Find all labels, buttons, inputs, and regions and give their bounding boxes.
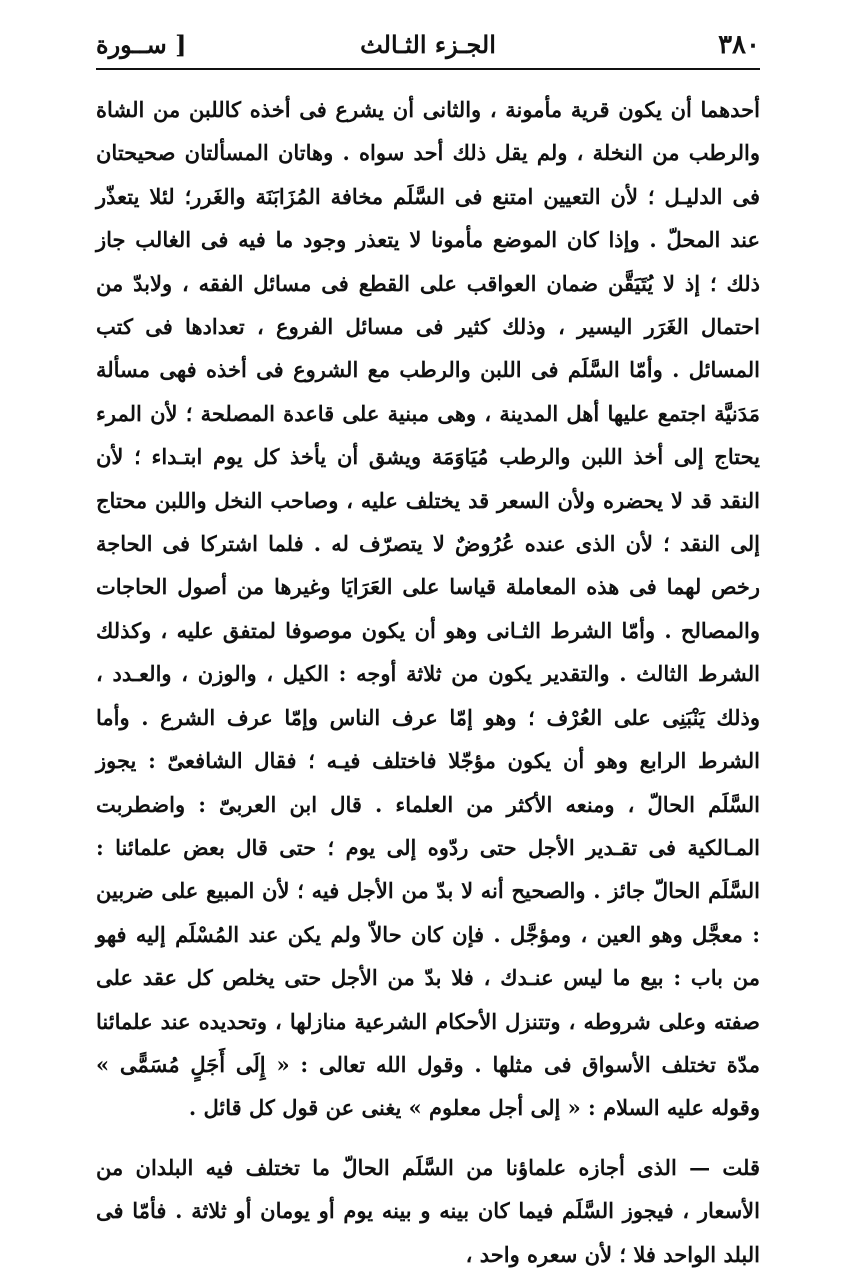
surah-label: [ ســورة [96,30,187,59]
paragraph-main: أحدهما أن يكون قرية مأمونة ، والثانى أن يشرع فى أخذه كاللبن من الشاة والرطب من النخلة ، ولم يقل ذلك أحد سواه . وهاتان المسألتان صحيحتان فى الدليـل ؛ لأن التعيين امتنع فى السَّلَم مخافة المُزَابَنَة والغَرر؛ لئلا يتعذّر عند المحلّ . وإذا كان الموضع مأمونا لا يتعذر وجود ما فيه فى الغالب جاز ذلك ؛ إذ لا يُتَيَقَّن ضمان العواقب على القطع فى مسائل الفقه ، ولابدّ من احتمال الغَرَر اليسير ، وذلك كثير فى مسائل الفروع ، تعدادها فى كتب المسائل . وأمّا السَّلَم فى اللبن والرطب مع الشروع فى أخذه فهى مسألة مَدَنيَّة اجتمع عليها أهل المدينة ، وهى مبنية على قاعدة المصلحة ؛ لأن المرء يحتاج إلى أخذ اللبن والرطب مُيَاوَمَة ويشق أن يأخذ كل يوم ابتـداء ؛ لأن النقد قد لا يحضره ولأن السعر قد يختلف عليه ، وصاحب النخل واللبن محتاج إلى النقد ؛ لأن الذى عنده عُرُوضٌ لا يتصرّف له . فلما اشتركا فى الحاجة رخص لهما فى هذه المعاملة قياسا على العَرَايَا وغيرها من أصول الحاجات والمصالح . وأمّا الشرط الثـانى وهو أن يكون موصوفا لمتفق عليه ، وكذلك الشرط الثالث . والتقدير يكون من ثلاثة أوجه : الكيل ، والوزن ، والعـدد ، وذلك يَنْبَنِى على العُرْف ؛ وهو إمّا عرف الناس وإمّا عرف الشرع . وأما الشرط الرابع وهو أن يكون مؤجّلا فاختلف فيـه ؛ فقال الشافعىّ : يجوز السَّلَم الحالّ ، ومنعه الأكثر من العلماء . قال ابن العربىّ : واضطربت المـالكية فى تقـدير الأجل حتى ردّوه إلى يوم ؛ حتى قال بعض علمائنا : السَّلَم الحالّ جائز . والصحيح أنه لا بدّ من الأجل فيه ؛ لأن المبيع على ضربين : معجَّل وهو العين ، ومؤجَّل . فإن كان حالاّ ولم يكن عند المُسْلَم إليه فهو من باب : بيع ما ليس عنـدك ، فلا بدّ من الأجل حتى يخلص كل عقد على صفته وعلى شروطه ، وتتنزل الأحكام الشرعية منازلها ، وتحديده عند علمائنا مدّة تختلف الأسواق فى مثلها . وقول الله تعالى : « إِلَى أَجَلٍ مُسَمًّى » وقوله عليه السلام : « إلى أجل معلوم » يغنى عن قول كل قائل . [96,97,760,1121]
page-body [96,88,760,1276]
running-title: الجـزء الثـالث [360,30,496,59]
page-header [96,26,760,70]
paragraph-qult: قلت — الذى أجازه علماؤنا من السَّلَم الحالّ ما تختلف فيه البلدان من الأسعار ، فيجوز السَّلَم فيما كان بينه و بينه يوم أو يومان أو ثلاثة . فأمّا فى البلد الواحد فلا ؛ لأن سعره واحد ، [96,1154,760,1267]
header-divider [96,68,760,70]
page-number: ٣٨٠ [718,30,760,60]
